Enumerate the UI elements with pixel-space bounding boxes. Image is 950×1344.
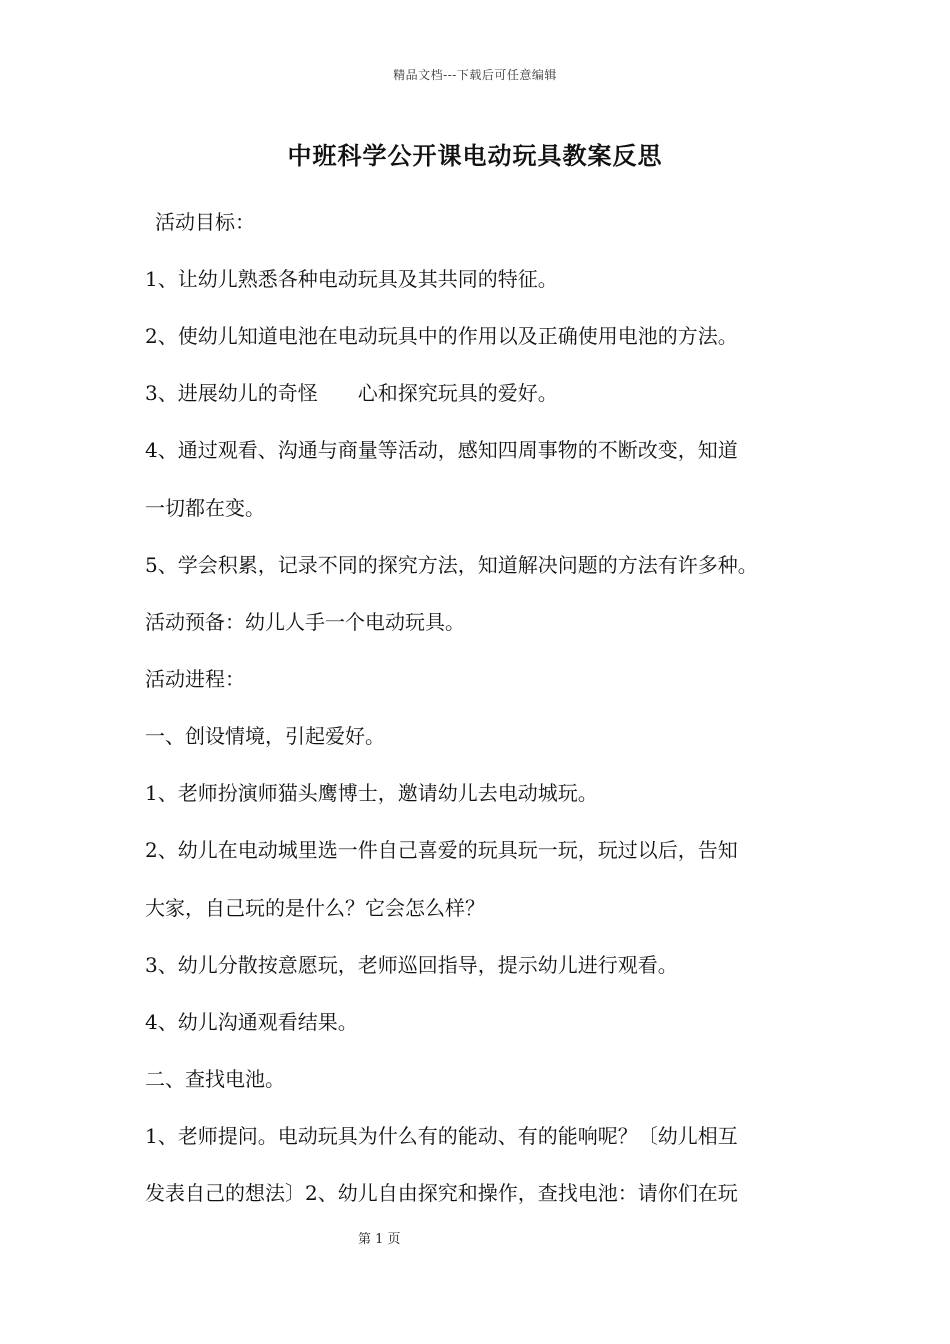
page-header: 精品文档---下载后可任意编辑 <box>393 68 557 82</box>
text-line-15: 4、幼儿沟通观看结果。 <box>145 1010 358 1034</box>
text-line-7: 5、学会积累，记录不同的探究方法，知道解决问题的方法有许多种。 <box>145 553 758 577</box>
text-line-8: 活动预备：幼儿人手一个电动玩具。 <box>145 610 465 634</box>
text-line-4: 3、进展幼儿的奇怪 心和探究玩具的爱好。 <box>145 381 558 405</box>
document-title: 中班科学公开课电动玩具教案反思 <box>287 141 663 170</box>
text-line-5: 4、通过观看、沟通与商量等活动，感知四周事物的不断改变，知道 <box>145 438 738 462</box>
text-line-16: 二、查找电池。 <box>145 1067 285 1091</box>
text-line-10: 一、创设情境，引起爱好。 <box>145 724 385 748</box>
text-line-2: 1、让幼儿熟悉各种电动玩具及其共同的特征。 <box>145 267 558 291</box>
text-line-11: 1、老师扮演师猫头鹰博士，邀请幼儿去电动城玩。 <box>145 781 598 805</box>
text-line-9: 活动进程： <box>145 667 245 691</box>
text-line-14: 3、幼儿分散按意愿玩，老师巡回指导，提示幼儿进行观看。 <box>145 953 678 977</box>
page-number: 第 1 页 <box>358 1232 401 1247</box>
text-line-13: 大家，自己玩的是什么？它会怎么样？ <box>145 896 485 920</box>
text-line-12: 2、幼儿在电动城里选一件自己喜爱的玩具玩一玩，玩过以后，告知 <box>145 838 738 862</box>
text-line-6: 一切都在变。 <box>145 496 265 520</box>
text-line-18: 发表自己的想法〕2、幼儿自由探究和操作，查找电池：请你们在玩 <box>145 1181 738 1205</box>
text-line-17: 1、老师提问。电动玩具为什么有的能动、有的能响呢？〔幼儿相互 <box>145 1124 738 1148</box>
text-line-3: 2、使幼儿知道电池在电动玩具中的作用以及正确使用电池的方法。 <box>145 324 738 348</box>
text-line-1: 活动目标： <box>155 210 255 234</box>
